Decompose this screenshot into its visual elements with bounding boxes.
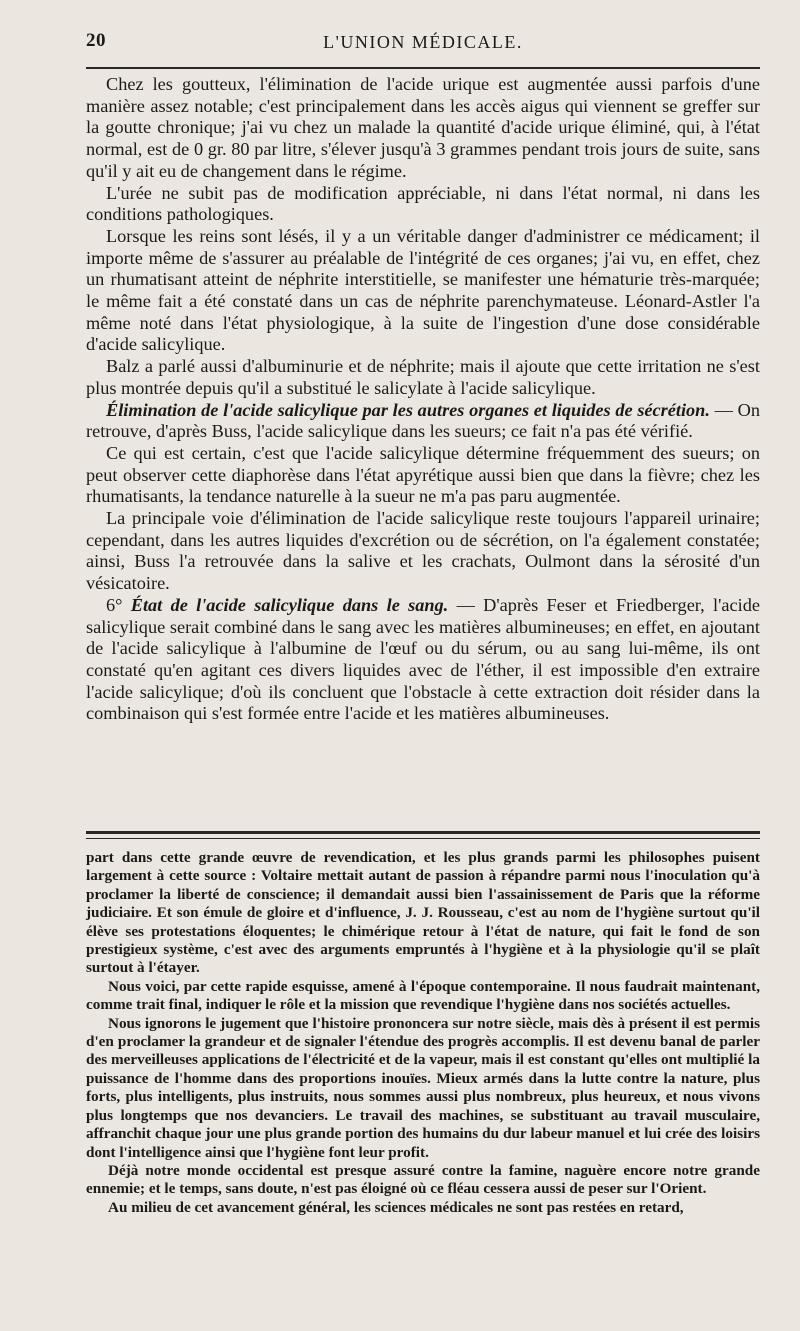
paragraph-gout: Chez les goutteux, l'élimination de l'acide urique est augmentée aussi parfois d'une manière assez notable; c'est principalement dans les accès aigus qui viennent se greffer sur la goutte chronique; j'ai vu chez un malade la quantité d'acide urique éliminé, qui, à l'état normal, est de 0 gr. 80 par litre, s'élever jusqu'à 3 grammes pendant trois jours de suite, sans qu'il y ait eu de changement dans le régime. xyxy=(86,74,760,181)
page-number: 20 xyxy=(86,30,106,51)
paragraph-sang-text: — D'après Feser et Friedberger, l'acide salicylique serait combiné dans le sang avec les matières albumineuses; en effet, en ajoutant de l'acide salicylique à l'albumine de l'œuf ou du sérum, ou au sang lui-même, ils ont constaté qu'en agitant ces divers liquides avec de l'éther, il est impossible d'en extraire l'acide salicylique; d'où ils concluent que l'obstacle à cette extraction doit résider dans la combinaison qui s'est formée entre l'acide et les matières albumineuses. xyxy=(86,594,760,724)
paragraph-uree: L'urée ne subit pas de modification appréciable, ni dans l'état normal, ni dans les conditions pathologiques. xyxy=(86,182,760,225)
feuilleton-section xyxy=(86,849,760,1217)
paragraph-balz: Balz a parlé aussi d'albuminurie et de néphrite; mais il ajoute que cette irritation ne s'est plus montrée depuis qu'il a substitué le salicylate à l'acide salicylique. xyxy=(86,356,760,398)
section-title-elimination: Élimination de l'acide salicylique par les autres organes et liquides de sécrétion. xyxy=(106,399,710,420)
paragraph-reins: Lorsque les reins sont lésés, il y a un véritable danger d'administrer ce médicament; il importe même de s'assurer au préalable de l'intégrité de ces organes; j'ai vu, en effet, chez un rhumatisant atteint de néphrite interstitielle, se manifester une hématurie très-marquée; le même fait a été constaté dans un cas de néphrite parenchymateuse. Léonard-Astler l'a même noté dans l'état physiologique, à la suite de l'ingestion d'une dose considérable d'acide salicylique. xyxy=(86,225,760,355)
section-number: 6° xyxy=(106,594,131,615)
paragraph-elimination xyxy=(86,400,760,443)
feuilleton-paragraph-2: Nous voici, par cette rapide esquisse, amené à l'époque contemporaine. Il nous faudrait maintenant, comme trait final, indiquer le rôle et la mission que revendique l'hygiène dans nos sociétés actuelles. xyxy=(86,977,760,1014)
journal-title: L'UNION MÉDICALE. xyxy=(323,32,523,52)
paragraph-voie-principale: La principale voie d'élimination de l'acide salicylique reste toujours l'appareil urinaire; cependant, dans les autres liquides d'excrétion ou de sécrétion, on l'a également constatée; ainsi, Buss l'a retrouvée dans la salive et les crachats, Oulmont dans la sérosité d'un vésicatoire. xyxy=(86,508,760,594)
feuilleton-paragraph-5: Au milieu de cet avancement général, les sciences médicales ne sont pas restées en retard, xyxy=(108,1198,684,1216)
page-header xyxy=(86,30,760,60)
feuilleton-paragraph-1: part dans cette grande œuvre de revendication, et les plus grands parmi les philosophes puisent largement à cette source : Voltaire mettait autant de passion à répandre parmi nous l'inoculation qu'à proclamer la liberté de conscience; il demandait aussi bien l'assainissement de Paris que la réforme judiciaire. Et son émule de gloire et d'influence, J. J. Rousseau, c'est au nom de l'hygiène surtout qu'il élève ses protestations éloquentes; le chimérique retour à l'état de nature, qui fait le fond de son prestigieux système, c'est avec des arguments empruntés à l'hygiène et à la physiologie qu'il se plaît surtout à l'étayer. xyxy=(86,849,760,977)
feuilleton-divider xyxy=(86,831,760,840)
section-title-sang: État de l'acide salicylique dans le sang. xyxy=(130,594,449,615)
feuilleton-paragraph-3: Nous ignorons le jugement que l'histoire prononcera sur notre siècle, mais dès à présent il est permis d'en proclamer la grandeur et de signaler l'étendue des progrès accomplis. Il est devenu banal de parler des merveilleuses applications de l'électricité et de la vapeur, mais il est constant qu'elles ont multiplié la puissance de l'homme dans des proportions inouïes. Mieux armés dans la lutte contre la nature, plus forts, plus intelligents, plus instruits, nous sommes aussi plus nombreux, plus heureux, et nous vivons plus longtemps que nos devanciers. Le travail des machines, se substituant au travail musculaire, affranchit chaque jour une plus grande portion des humains du dur labeur manuel et lui crée des loisirs dont l'intelligence ainsi que l'hygiène font leur profit. xyxy=(86,1014,760,1161)
paragraph-sueurs: Ce qui est certain, c'est que l'acide salicylique détermine fréquemment des sueurs; on peut observer cette diaphorèse dans l'état apyrétique aussi bien que dans la fièvre; chez les rhumatisants, la tendance naturelle à la sueur ne m'a pas paru augmentée. xyxy=(86,442,760,507)
paragraph-sang xyxy=(86,595,760,725)
paragraph-elimination-text: — On retrouve, d'après Buss, l'acide salicylique dans les sueurs; ce fait n'a pas été vérifié. xyxy=(86,399,760,442)
header-rule xyxy=(86,67,760,69)
main-article xyxy=(86,74,760,725)
feuilleton-paragraph-4: Déjà notre monde occidental est presque assuré contre la famine, naguère encore notre grande ennemie; et le temps, sans doute, n'est pas éloigné où ce fléau cessera aussi de peser sur l'Orient. xyxy=(86,1161,760,1198)
